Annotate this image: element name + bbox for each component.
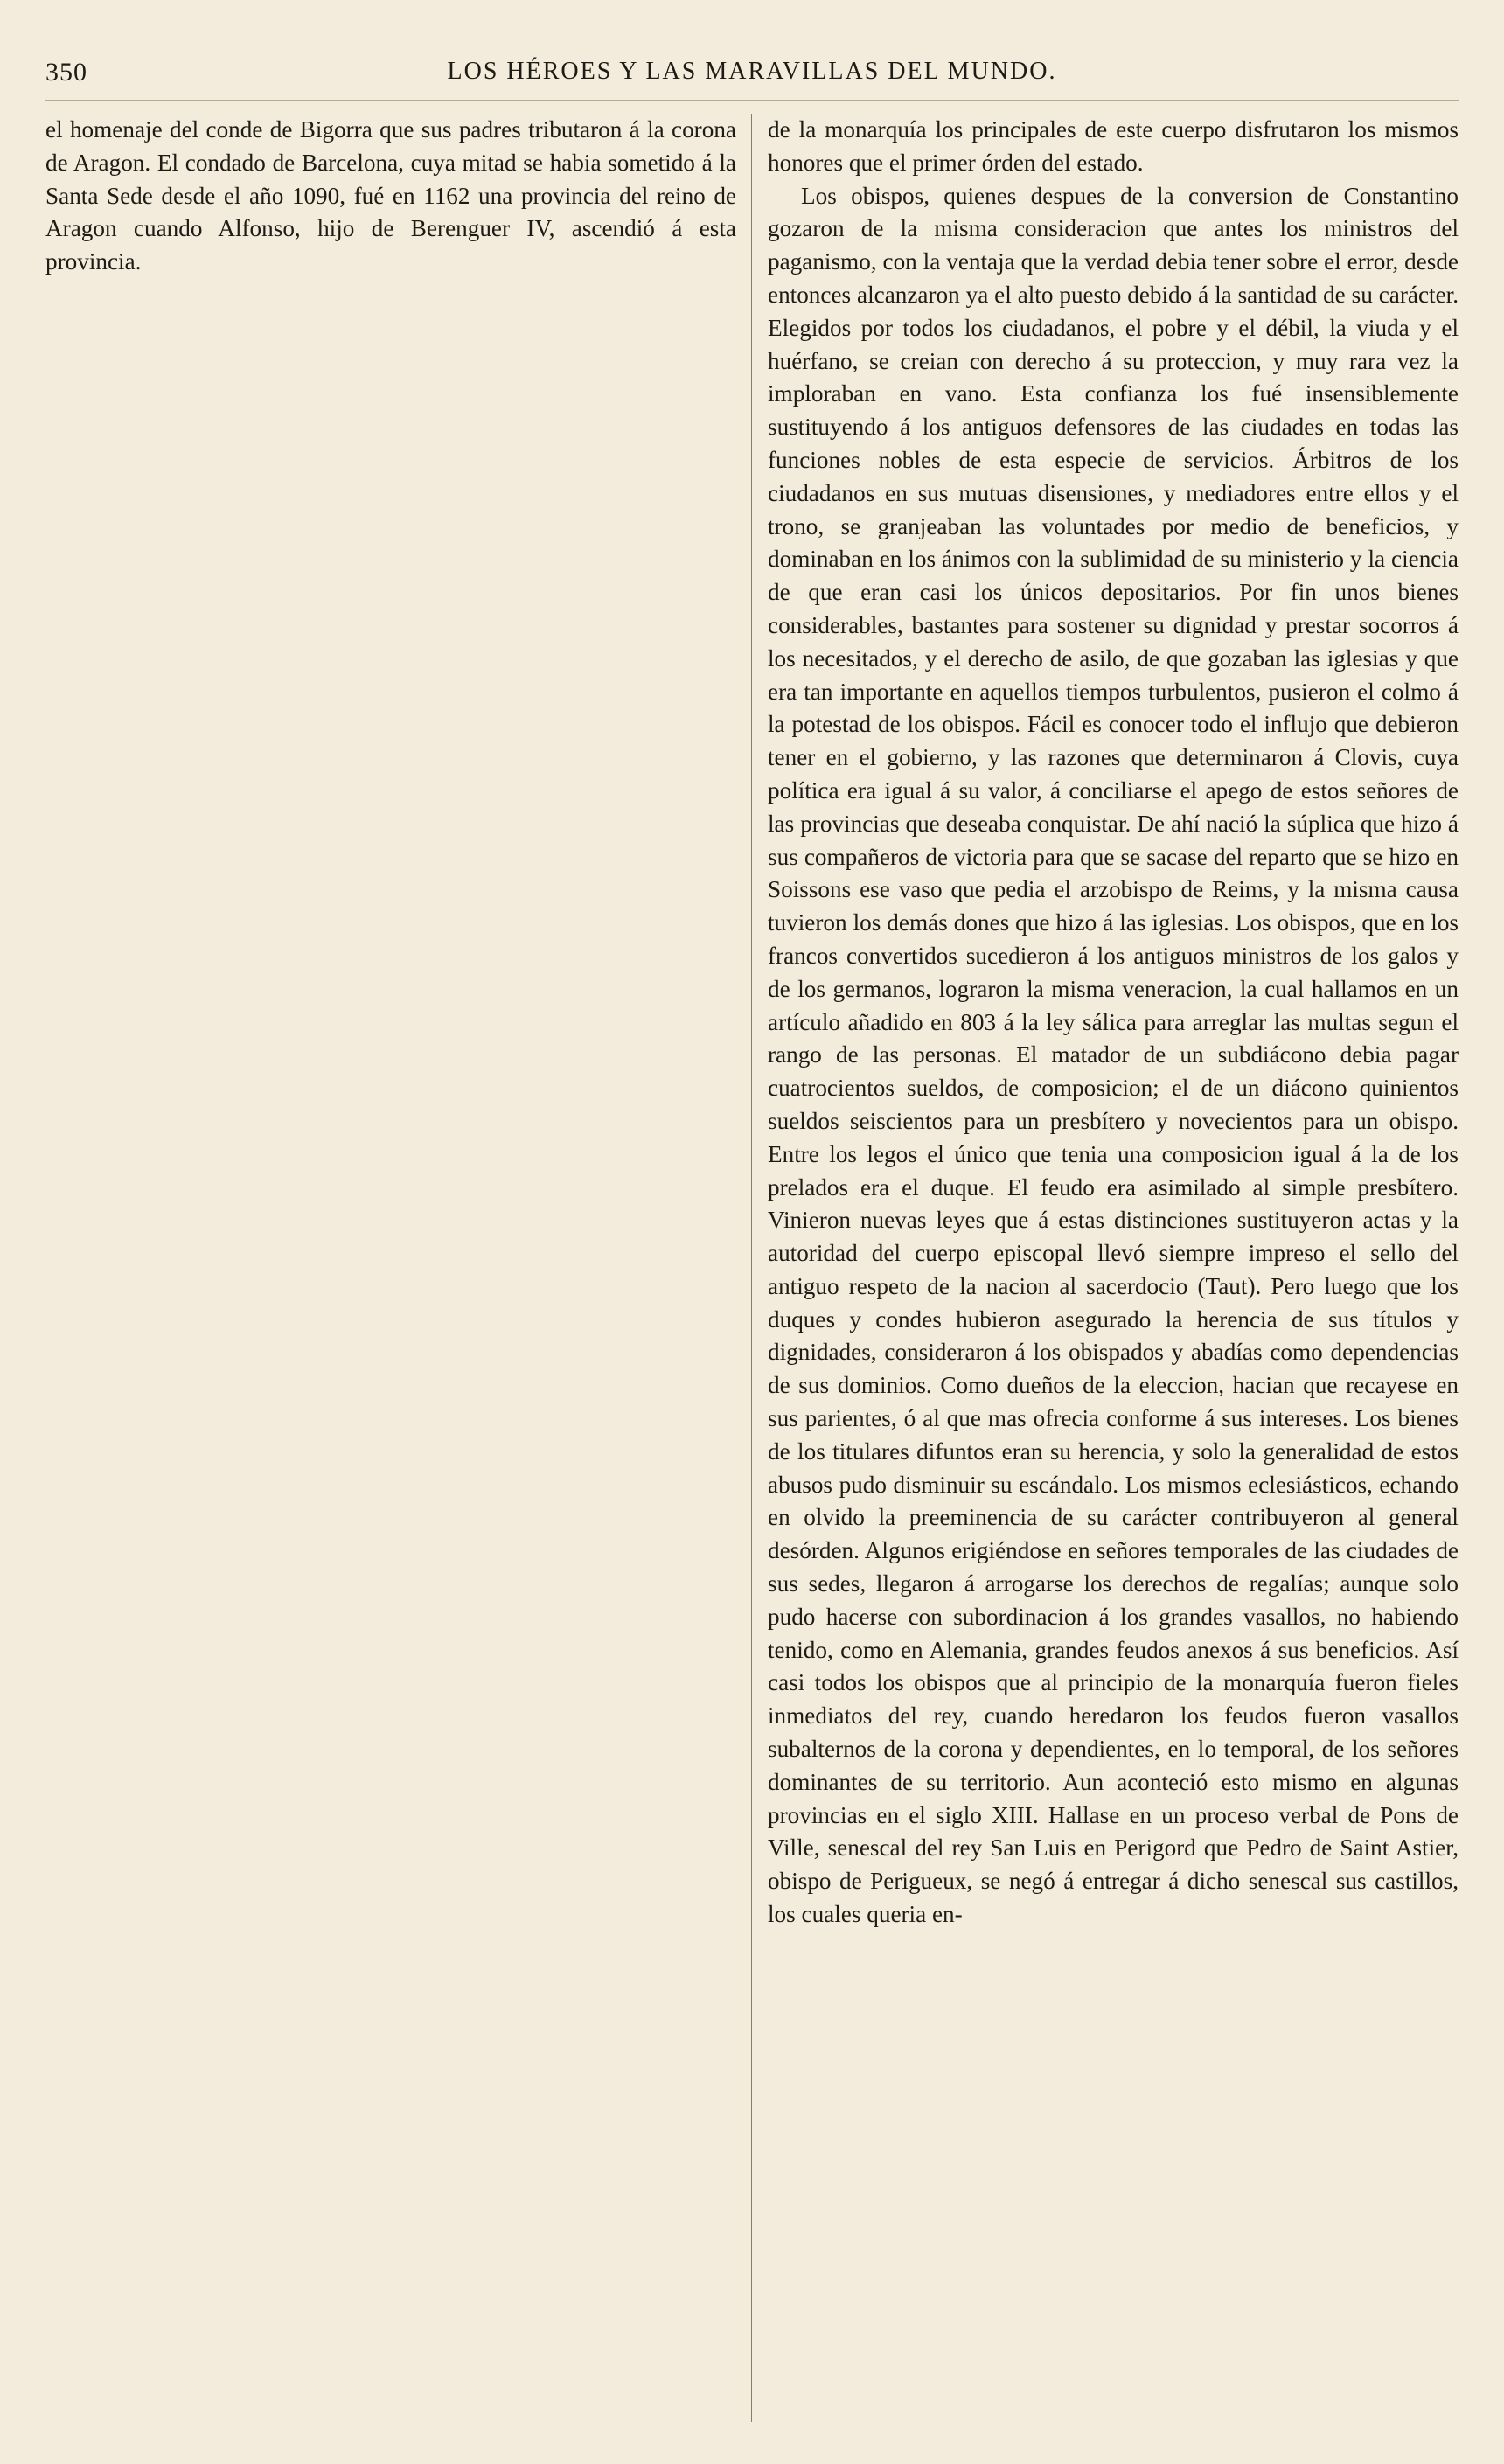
left-paragraph-1: el homenaje del conde de Bigorra que sus padres tributaron á la corona de Aragon. El condado de Barcelona, cuya mitad se habia sometido á la Santa Sede desde el año 1090, fué en 1162 una provincia del reino de Aragon cuando Alfonso, hijo de Berenguer IV, ascendió á esta provincia. bbox=[45, 116, 736, 275]
column-divider bbox=[751, 114, 752, 2422]
right-column bbox=[768, 114, 1459, 2422]
page-header bbox=[45, 52, 1459, 101]
right-paragraph-1: de la monarquía los principales de este cuerpo disfrutaron los mismos honores que el primer órden del estado. bbox=[768, 116, 1459, 176]
running-title: LOS HÉROES Y LAS MARAVILLAS DEL MUNDO. bbox=[447, 58, 1057, 85]
two-column-body bbox=[45, 114, 1459, 2422]
book-page bbox=[45, 52, 1459, 2431]
page-number: 350 bbox=[45, 58, 87, 87]
left-column bbox=[45, 114, 736, 2422]
right-paragraph-2: Los obispos, quienes despues de la conversion de Constantino gozaron de la misma consideracion que antes los ministros del paganismo, con la ventaja que la verdad debia tener sobre el error, desde entonces alcanzaron ya el alto puesto debido á la santidad de su carácter. Elegidos por todos los ciudadanos, el pobre y el débil, la viuda y el huérfano, se creian con derecho á su proteccion, y muy rara vez la imploraban en vano. Esta confianza los fué insensiblemente sustituyendo á los antiguos defensores de las ciudades en todas las funciones nobles de esta especie de servicios. Árbitros de los ciudadanos en sus mutuas disensiones, y mediadores entre ellos y el trono, se granjeaban las voluntades por medio de beneficios, y dominaban en los ánimos con la sublimidad de su ministerio y la ciencia de que eran casi los únicos depositarios. Por fin unos bienes considerables, bastantes para sostener su dignidad y prestar socorros á los necesitados, y el derecho de asilo, de que gozaban las iglesias y que era tan importante en aquellos tiempos turbulentos, pusieron el colmo á la potestad de los obispos. Fácil es conocer todo el influjo que debieron tener en el gobierno, y las razones que determinaron á Clovis, cuya política era igual á su valor, á conciliarse el apego de estos señores de las provincias que deseaba conquistar. De ahí nació la súplica que hizo á sus compañeros de victoria para que se sacase del reparto que se hizo en Soissons ese vaso que pedia el arzobispo de Reims, y la misma causa tuvieron los demás dones que hizo á las iglesias. Los obispos, que en los francos convertidos sucedieron á los antiguos ministros de los galos y de los germanos, lograron la misma veneracion, la cual hallamos en un artículo añadido en 803 á la ley sálica para arreglar las multas segun el rango de las personas. El matador de un subdiácono debia pagar cuatrocientos sueldos, de composicion; el de un diácono quinientos sueldos seiscientos para un presbítero y novecientos para un obispo. Entre los legos el único que tenia una composicion igual á la de los prelados era el duque. El feudo era asimilado al simple presbítero. Vinieron nuevas leyes que á estas distinciones sustituyeron actas y la autoridad del cuerpo episcopal llevó siempre impreso el sello del antiguo respeto de la nacion al sacerdocio (Taut). Pero luego que los duques y condes hubieron asegurado la herencia de sus títulos y dignidades, consideraron á los obispados y abadías como dependencias de sus dominios. Como dueños de la eleccion, hacian que recayese en sus parientes, ó al que mas ofrecia conforme á sus intereses. Los bienes de los titulares difuntos eran su herencia, y solo la generalidad de estos abusos pudo disminuir su escándalo. Los mismos eclesiásticos, echando en olvido la preeminencia de su carácter contribuyeron al general desórden. Algunos erigiéndose en señores temporales de las ciudades de sus sedes, llegaron á arrogarse los derechos de regalías; aunque solo pudo hacerse con subordinacion á los grandes vasallos, no habiendo tenido, como en Alemania, grandes feudos anexos á sus beneficios. Así casi todos los obispos que al principio de la monarquía fueron fieles inmediatos del rey, cuando heredaron los feudos fueron vasallos subalternos de la corona y dependientes, en lo temporal, de los señores dominantes de su territorio. Aun aconteció esto mismo en algunas provincias en el siglo XIII. Hallase en un proceso verbal de Pons de Ville, senescal del rey San Luis en Perigord que Pedro de Saint Astier, obispo de Perigueux, se negó á entregar á dicho senescal sus castillos, los cuales queria en- bbox=[768, 182, 1459, 1928]
